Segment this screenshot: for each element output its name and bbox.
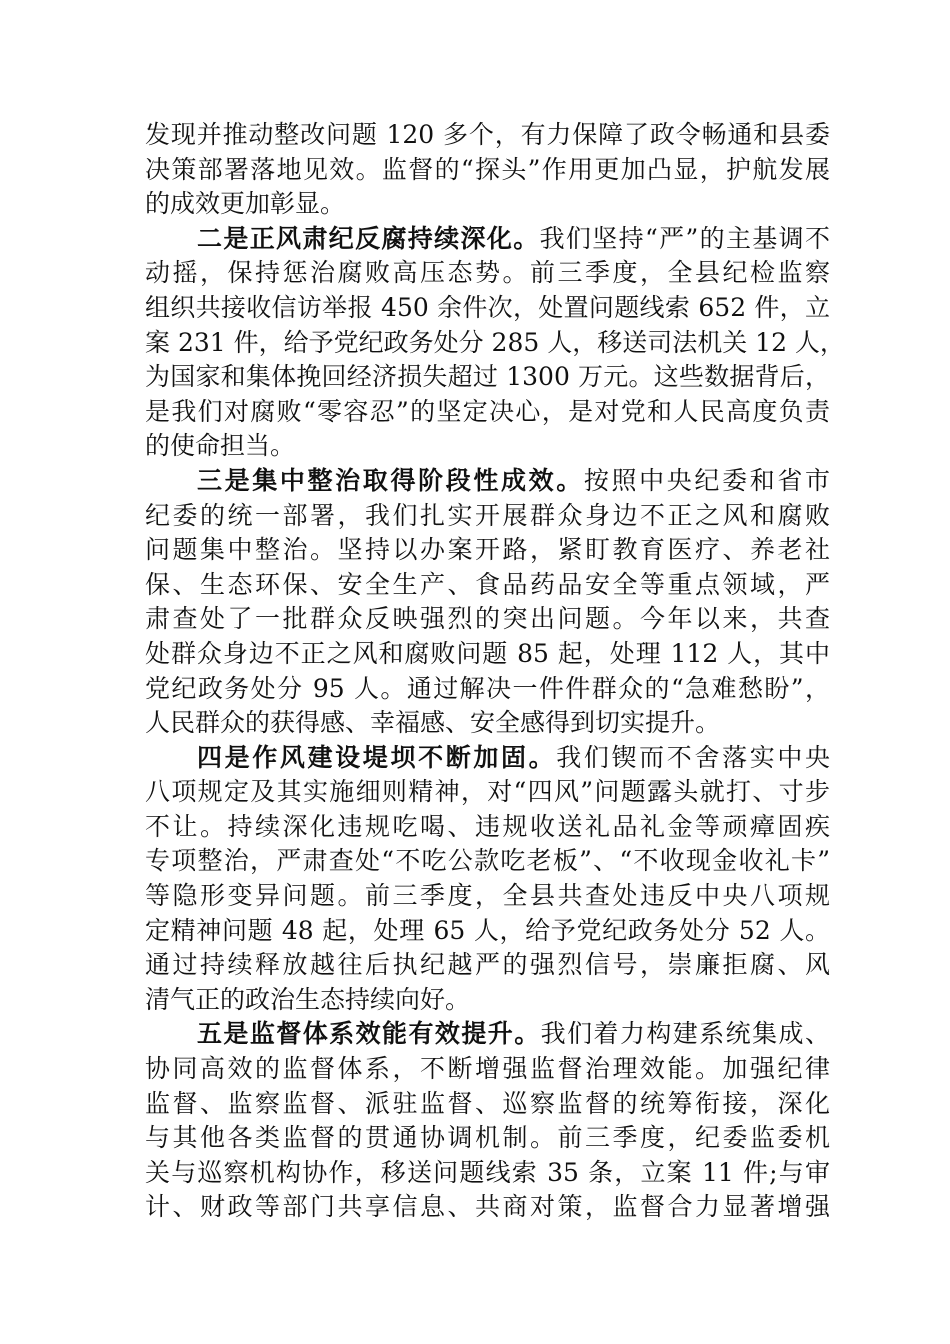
paragraph-2 <box>145 222 845 464</box>
text-line: 保、生态环保、安全生产、食品药品安全等重点领域，严 <box>145 569 830 599</box>
text-line: 人民群众的获得感、幸福感、安全感得到切实提升。 <box>145 708 721 738</box>
text-line: 的使命担当。 <box>145 431 296 461</box>
paragraph-heading: 四是作风建设堤坝不断加固。 <box>197 742 557 772</box>
text-line: 不让。持续深化违规吃喝、违规收送礼品礼金等顽瘴固疾 <box>145 811 830 841</box>
text-line: 发现并推动整改问题 120 多个，有力保障了政令畅通和县委 <box>145 120 830 149</box>
paragraph-heading: 二是正风肃纪反腐持续深化。 <box>197 223 540 253</box>
text-run: 我们坚持“严”的主基调不 <box>539 223 831 253</box>
text-line: 党纪政务处分 95 人。通过解决一件件群众的“急难愁盼”， <box>145 673 830 703</box>
document-body <box>145 118 845 1225</box>
text-line: 八项规定及其实施细则精神，对“四风”问题露头就打、寸步 <box>145 777 830 807</box>
text-run: 按照中央纪委和省市 <box>583 465 830 495</box>
paragraph-heading: 三是集中整治取得阶段性成效。 <box>197 465 584 495</box>
text-line <box>145 1017 830 1052</box>
text-line <box>145 222 830 257</box>
text-line <box>145 741 830 776</box>
text-line: 协同高效的监督体系，不断增强监督治理效能。加强纪律 <box>145 1054 830 1084</box>
paragraph-3 <box>145 464 830 741</box>
text-line: 等隐形变异问题。前三季度，全县共查处违反中央八项规 <box>145 881 830 911</box>
text-line: 监督、监察监督、派驻监督、巡察监督的统筹衔接，深化 <box>145 1088 830 1118</box>
text-line: 计、财政等部门共享信息、共商对策，监督合力显著增强 <box>145 1192 830 1222</box>
text-line: 决策部署落地见效。监督的“探头”作用更加凸显，护航发展 <box>145 154 830 184</box>
text-line: 案 231 件，给予党纪政务处分 285 人，移送司法机关 12 人， <box>145 327 845 357</box>
paragraph-1 <box>145 118 830 222</box>
text-line: 与其他各类监督的贯通协调机制。前三季度，纪委监委机 <box>145 1123 830 1153</box>
paragraph-4 <box>145 741 830 1018</box>
text-line: 关与巡察机构协作，移送问题线索 35 条，立案 11 件;与审 <box>145 1157 830 1187</box>
text-run: 我们着力构建系统集成、 <box>540 1019 830 1049</box>
text-line: 动摇，保持惩治腐败高压态势。前三季度，全县纪检监察 <box>145 258 830 288</box>
paragraph-heading: 五是监督体系效能有效提升。 <box>197 1019 541 1049</box>
text-line: 为国家和集体挽回经济损失超过 1300 万元。这些数据背后， <box>145 362 830 392</box>
text-line: 肃查处了一批群众反映强烈的突出问题。今年以来，共查 <box>145 604 830 634</box>
text-line: 专项整治，严肃查处“不吃公款吃老板”、“不收现金收礼卡” <box>145 846 830 876</box>
text-line: 是我们对腐败“零容忍”的坚定决心，是对党和人民高度负责 <box>145 396 830 426</box>
text-line: 纪委的统一部署，我们扎实开展群众身边不正之风和腐败 <box>145 500 830 530</box>
text-line: 处群众身边不正之风和腐败问题 85 起，处理 112 人，其中 <box>145 638 830 668</box>
text-line: 的成效更加彰显。 <box>145 189 346 219</box>
paragraph-5 <box>145 1017 830 1225</box>
text-line: 问题集中整治。坚持以办案开路，紧盯教育医疗、养老社 <box>145 535 830 565</box>
text-run: 我们锲而不舍落实中央 <box>556 742 830 772</box>
text-line: 通过持续释放越往后执纪越严的强烈信号，崇廉拒腐、风 <box>145 950 830 980</box>
text-line <box>145 464 830 499</box>
text-line: 清气正的政治生态持续向好。 <box>145 984 471 1014</box>
text-line: 定精神问题 48 起，处理 65 人，给予党纪政务处分 52 人。 <box>145 915 830 945</box>
text-line: 组织共接收信访举报 450 余件次，处置问题线索 652 件，立 <box>145 292 830 322</box>
